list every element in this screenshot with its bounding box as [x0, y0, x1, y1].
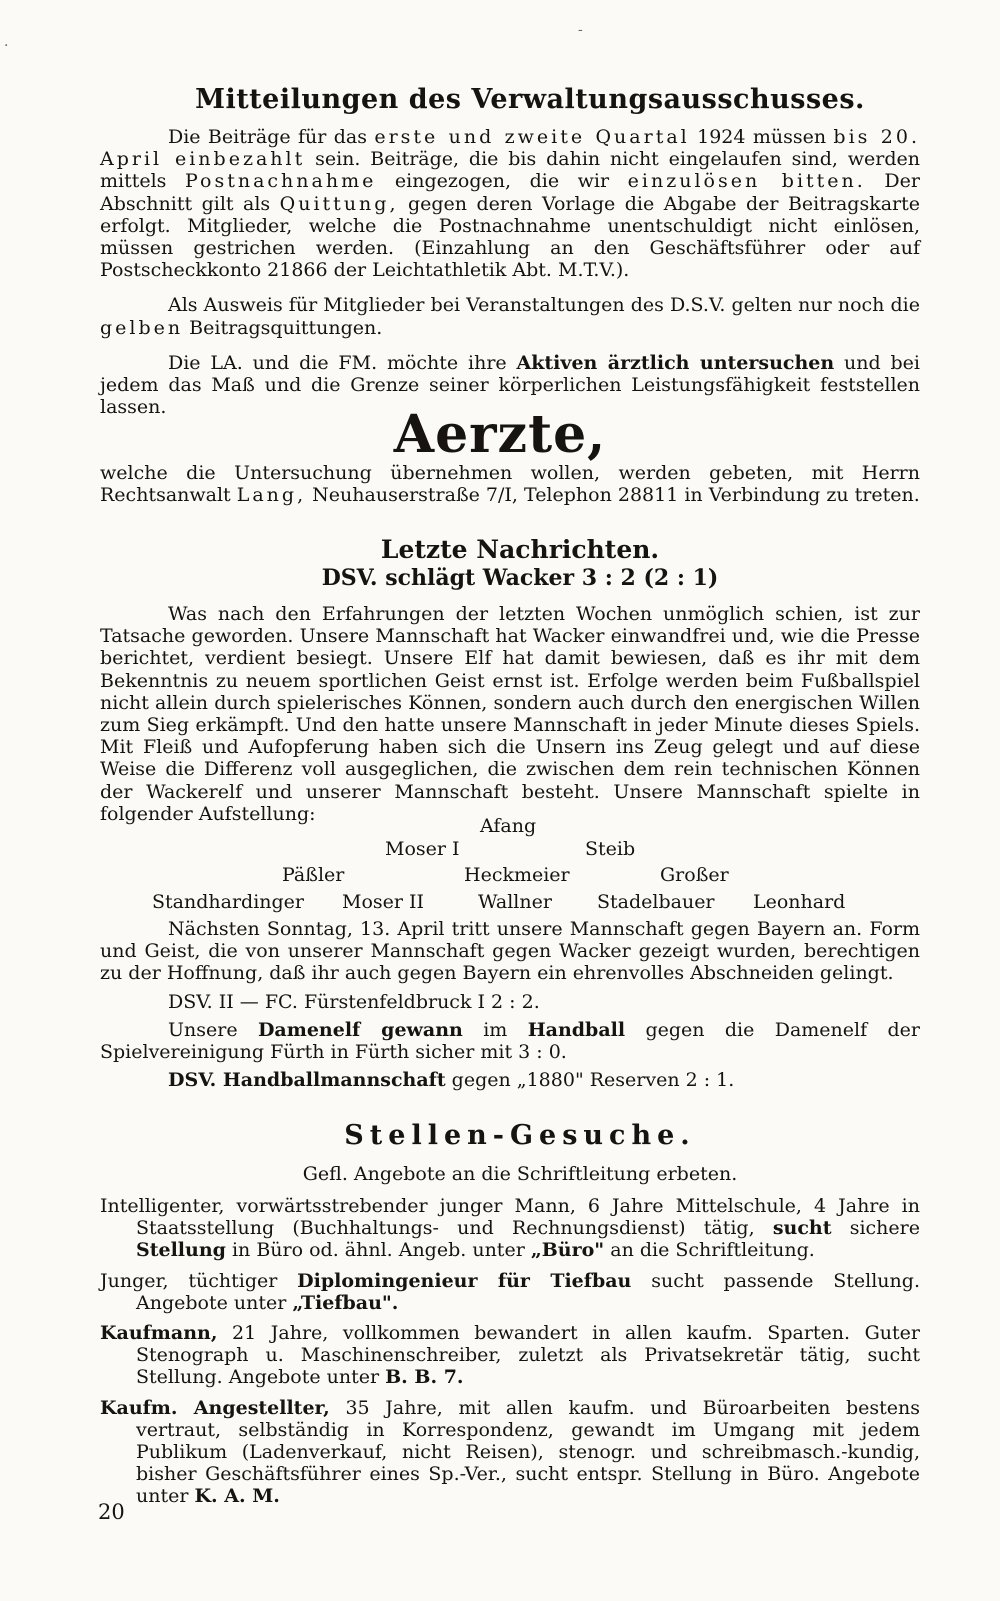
lineup-back: Steib — [585, 838, 636, 860]
match-report — [100, 603, 920, 825]
lineup-forward: Stadelbauer — [597, 891, 715, 913]
paragraph-match: Was nach den Erfahrungen der letzten Wochen unmöglich schien, ist zur Tatsache geworden. Unsere Mannschaft hat Wacker einwandfrei und, wie die Presse berichtet, verdient besiegt. Unsere Elf hat damit bewiesen, daß es ihr mit dem Bekenntnis zu neuem sportlichen Geist ernst ist. Erfolge werden beim Fußballspiel nicht allein durch spielerisches Können, sondern auch durch den energischen Willen zum Sieg erkämpft. Und den hatte unsere Mannschaft in jeder Minute dieses Spiels. Mit Fleiß und Aufopferung haben sich die Unsern ins Zeug gelegt und auf diese Weise die Differenz voll ausgeglichen, die zwischen dem rein technischen Können der Wackerelf und unserer Mannschaft besteht. Unsere Mannschaft spielte in folgender Aufstellung: — [100, 603, 920, 825]
lineup-back: Moser I — [385, 838, 460, 860]
job-ad: Kaufm. Angestellter, 35 Jahre, mit allen kaufm. und Büroarbeiten bestens vertraut, selbständig in Korrespondenz, gewandt im Umgang mit jedem Publikum (Ladenverkauf, nicht Reisen), stenogr. und schreibmasch.-kundig, bisher Geschäftsführer eines Sp.-Ver., sucht entspr. Stellung in Büro. Angebote unter K. A. M. — [100, 1396, 920, 1508]
paragraph-ladies-handball: Unsere Damenelf gewann im Handball gegen die Damenelf der Spielvereinigung Fürth in Fürth sicher mit 3 : 0. — [100, 1018, 920, 1064]
lineup-half: Heckmeier — [464, 864, 570, 886]
jobs-heading: Stellen-Gesuche. — [344, 1120, 696, 1151]
page-number: 20 — [98, 1500, 125, 1524]
paragraph-medical: Die LA. und die FM. möchte ihre Aktiven ärztlich untersuchen und bei jedem das Maß und die Grenze seiner körperlichen Leistungsfähigkeit feststellen lassen. — [100, 351, 920, 419]
administration-notice — [100, 126, 920, 418]
doctors-notice — [100, 462, 920, 506]
paragraph-id: Als Ausweis für Mitglieder bei Veranstaltungen des D.S.V. gelten nur noch die gelben Beitragsquittungen. — [100, 294, 920, 339]
lineup-half: Päßler — [282, 864, 345, 886]
results-block — [100, 918, 920, 1091]
lineup-forward: Moser II — [342, 891, 425, 913]
lineup-forward: Wallner — [478, 891, 552, 913]
section-title-administration: Mitteilungen des Verwaltungsausschusses. — [195, 84, 865, 115]
lineup-half: Großer — [660, 864, 729, 886]
lineup-goalkeeper: Afang — [480, 815, 537, 837]
lineup-forward: Standhardinger — [152, 891, 304, 913]
scan-mark: · — [4, 38, 9, 54]
job-ad: Junger, tüchtiger Diplomingenieur für Tiefbau sucht passende Stellung. Angebote unter „Tiefbau". — [100, 1269, 920, 1314]
paragraph-doctors: welche die Untersuchung übernehmen wollen, werden gebeten, mit Herrn Rechtsanwalt Lang, Neuhauserstraße 7/I, Telephon 28811 in Verbindung zu treten. — [100, 462, 920, 507]
doctors-heading: Aerzte, — [393, 404, 607, 465]
scan-mark: - — [578, 22, 583, 38]
jobs-subheading: Gefl. Angebote an die Schriftleitung erbeten. — [302, 1163, 738, 1185]
job-ad: Intelligenter, vorwärtsstrebender junger Mann, 6 Jahre Mittelschule, 4 Jahre in Staatsstellung (Buchhaltungs- und Rechnungsdienst) tätig, sucht sichere Stellung in Büro od. ähnl. Angeb. unter „Büro" an die Schriftleitung. — [100, 1195, 920, 1262]
job-ad: Kaufmann, 21 Jahre, vollkommen bewandert in allen kaufm. Sparten. Guter Stenograph u. Maschinenschreiber, zuletzt als Privatsekretär tätig, sucht Stellung. Angebote unter B. B. 7. — [100, 1322, 920, 1389]
job-ads — [100, 1195, 920, 1508]
paragraph-next-match: Nächsten Sonntag, 13. April tritt unsere Mannschaft gegen Bayern an. Form und Geist, die von unserer Mannschaft gegen Wacker gezeigt wurden, berechtigen zu der Hoffnung, daß ihr auch gegen Bayern ein ehrenvolles Abschneiden gelingt. — [100, 918, 920, 985]
lineup-forward: Leonhard — [753, 891, 846, 913]
match-heading: DSV. schlägt Wacker 3 : 2 (2 : 1) — [321, 565, 719, 591]
paragraph-reserve-result: DSV. II — FC. Fürstenfeldbruck I 2 : 2. — [168, 990, 540, 1013]
paragraph-handball-team: DSV. Handballmannschaft gegen „1880" Reserven 2 : 1. — [168, 1069, 735, 1092]
paragraph-fees: Die Beiträge für das erste und zweite Quartal 1924 müssen bis 20. April einbezahlt sein. Beiträge, die bis dahin nicht eingelaufen sind, werden mittels Postnachnahme eingezogen, die wir einzulösen bitten. Der Abschnitt gilt als Quittung, gegen deren Vorlage die Abgabe der Beitragskarte erfolgt. Mitglieder, welche die Postnachnahme unentschuldigt nicht einlösen, müssen gestrichen werden. (Einzahlung an den Geschäftsführer oder auf Postscheckkonto 21866 der Leichtathletik Abt. M.T.V.). — [100, 126, 921, 282]
news-heading: Letzte Nachrichten. — [380, 535, 660, 564]
